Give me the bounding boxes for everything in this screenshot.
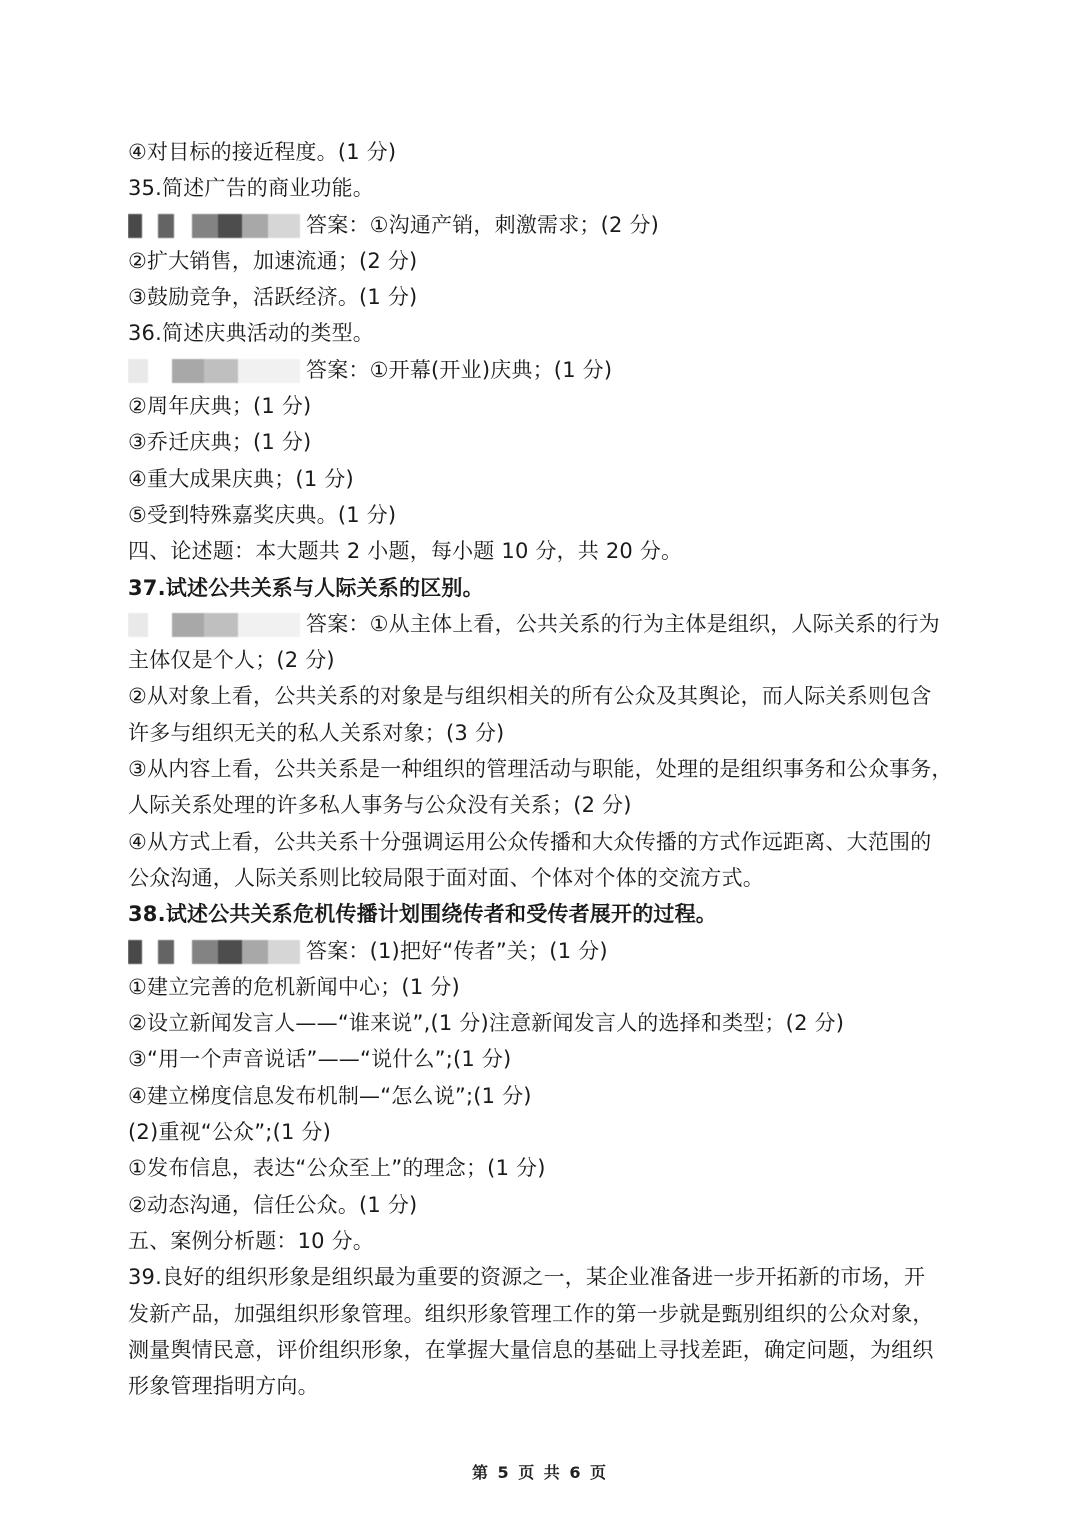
question-39: 39.良好的组织形象是组织最为重要的资源之一，某企业准备进一步开拓新的市场，开: [128, 1265, 926, 1290]
redaction-block: [128, 359, 300, 383]
text-line: 主体仅是个人；(2 分): [128, 648, 335, 673]
question-38: 38.试述公共关系危机传播计划围绕传者和受传者展开的过程。: [128, 902, 717, 927]
text-line: 发新产品，加强组织形象管理。组织形象管理工作的第一步就是甄别组织的公众对象，: [128, 1301, 934, 1326]
redaction-block: [128, 214, 300, 238]
answer-text: 答案：①沟通产销，刺激需求；(2 分): [306, 212, 660, 237]
answer-line: [128, 606, 954, 642]
section-heading: 四、论述题：本大题共 2 小题，每小题 10 分，共 20 分。: [128, 539, 683, 564]
text-line: 测量舆情民意，评价组织形象，在掌握大量信息的基础上寻找差距，确定问题，为组织: [128, 1337, 934, 1362]
text-line: (2)重视“公众”;(1 分): [128, 1120, 332, 1145]
answer-line: [128, 207, 954, 243]
page-number-footer: 第 5 页 共 6 页: [471, 1463, 609, 1482]
text-line: ②设立新闻发言人——“谁来说”,(1 分)注意新闻发言人的选择和类型；(2 分): [128, 1011, 845, 1036]
text-line: ②动态沟通，信任公众。(1 分): [128, 1192, 418, 1217]
text-line: ③鼓励竞争，活跃经济。(1 分): [128, 285, 418, 310]
redaction-block: [128, 940, 300, 964]
text-line: ④对目标的接近程度。(1 分): [128, 140, 397, 164]
text-line: ③“用一个声音说话”——“说什么”;(1 分): [128, 1047, 512, 1072]
text-line: 形象管理指明方向。: [128, 1374, 319, 1399]
answer-text: 答案：①从主体上看，公共关系的行为主体是组织，人际关系的行为: [306, 611, 940, 636]
question-37: 37.试述公共关系与人际关系的区别。: [128, 575, 484, 600]
text-line: 公众沟通，人际关系则比较局限于面对面、个体对个体的交流方式。: [128, 865, 764, 890]
text-line: ②从对象上看，公共关系的对象是与组织相关的所有公众及其舆论，而人际关系则包含: [128, 684, 932, 709]
answer-text: 答案：①开幕(开业)庆典；(1 分): [306, 357, 613, 382]
text-line: ①发布信息，表达“公众至上”的理念；(1 分): [128, 1156, 546, 1181]
text-line: ③从内容上看，公共关系是一种组织的管理活动与职能，处理的是组织事务和公众事务，: [128, 757, 953, 782]
text-line: ①建立完善的危机新闻中心；(1 分): [128, 974, 460, 999]
text-line: ④建立梯度信息发布机制—“怎么说”;(1 分): [128, 1083, 532, 1108]
text-line: 许多与组织无关的私人关系对象；(3 分): [128, 720, 505, 745]
text-line: 人际关系处理的许多私人事务与公众没有关系；(2 分): [128, 793, 632, 818]
answer-text: 答案：(1)把好“传者”关；(1 分): [306, 938, 608, 963]
answer-line: [128, 352, 954, 388]
redaction-block: [128, 613, 300, 637]
answer-line: [128, 933, 954, 969]
text-line: ③乔迁庆典；(1 分): [128, 430, 312, 455]
text-line: ⑤受到特殊嘉奖庆典。(1 分): [128, 502, 397, 527]
question-35: 35.简述广告的商业功能。: [128, 176, 374, 201]
question-36: 36.简述庆典活动的类型。: [128, 321, 374, 346]
text-line: ②扩大销售，加速流通；(2 分): [128, 248, 418, 273]
text-line: ④从方式上看，公共关系十分强调运用公众传播和大众传播的方式作远距离、大范围的: [128, 829, 932, 854]
section-heading: 五、案例分析题：10 分。: [128, 1228, 374, 1253]
text-line: ④重大成果庆典；(1 分): [128, 466, 354, 491]
document-body: [128, 134, 954, 1404]
text-line: ②周年庆典；(1 分): [128, 394, 312, 419]
